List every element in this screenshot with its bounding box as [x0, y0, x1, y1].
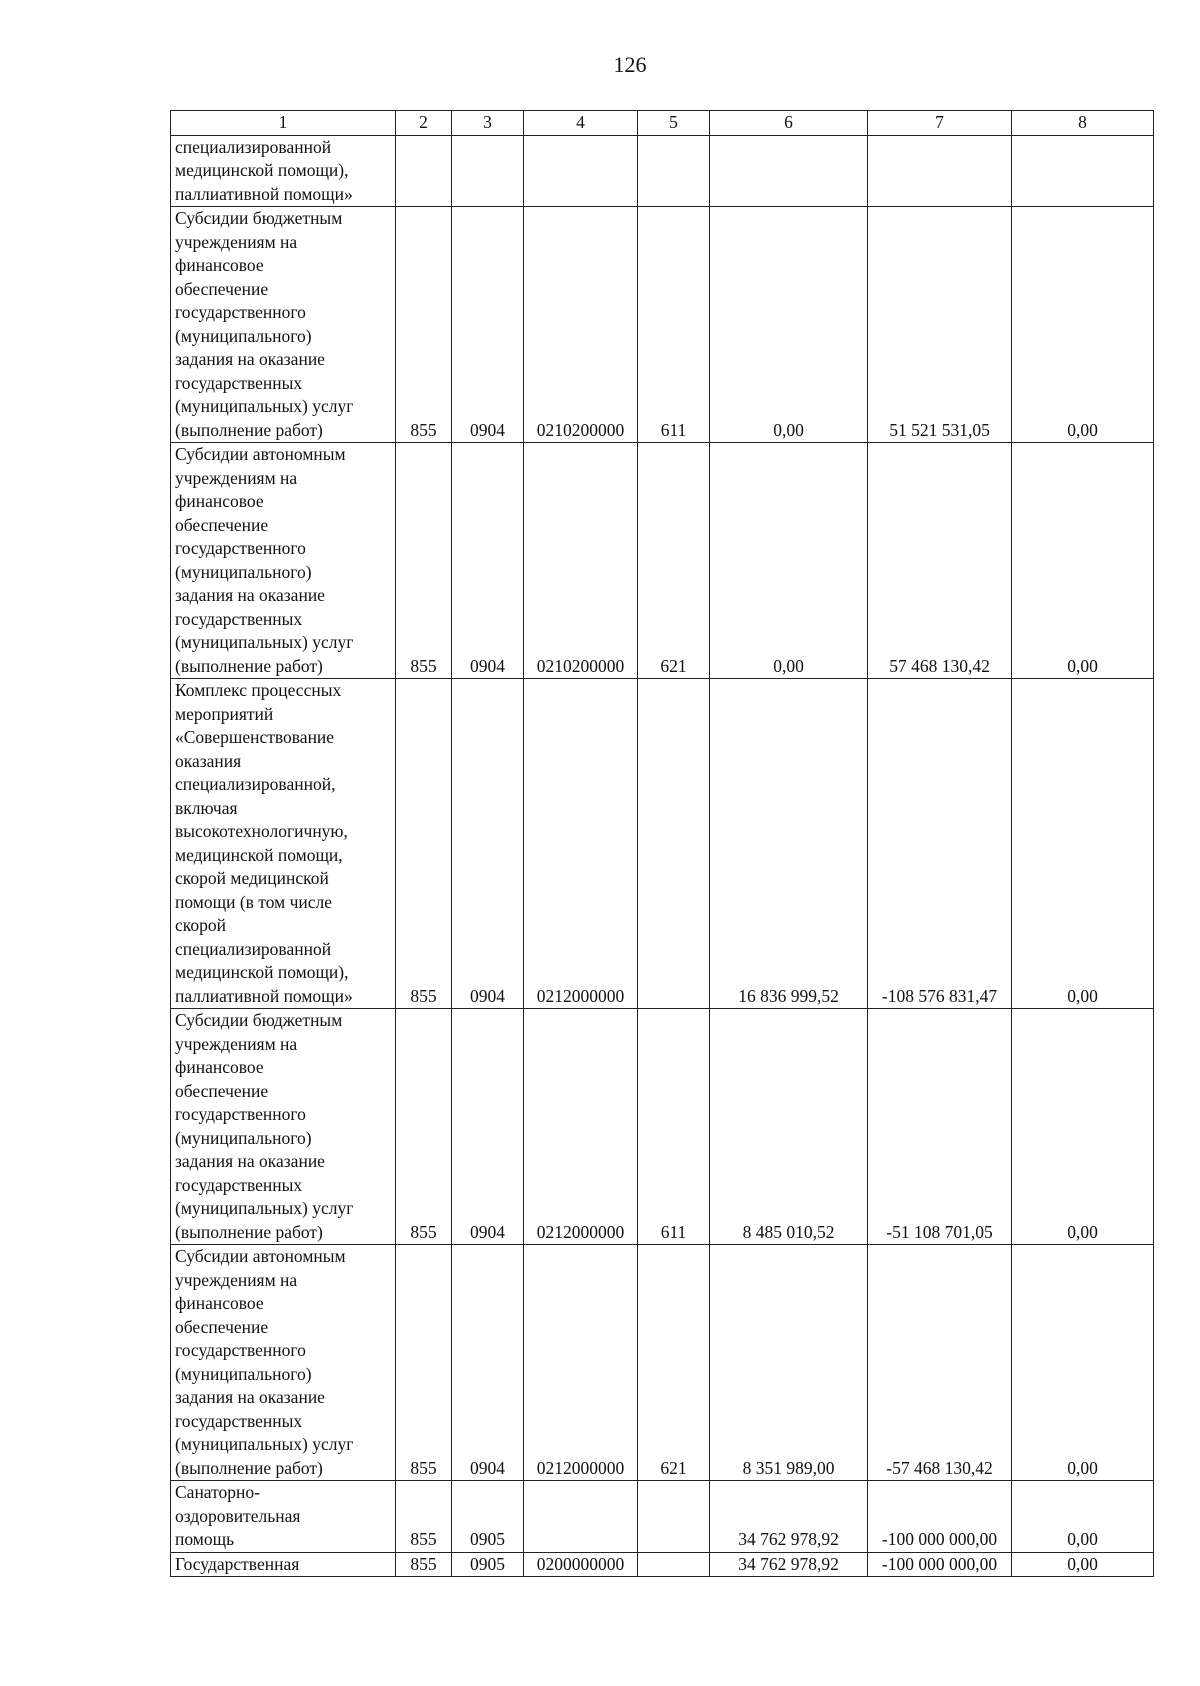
expense-type-cell: 611	[638, 1009, 710, 1245]
amount-col8-cell: 0,00	[1012, 1552, 1154, 1577]
amount-col7-cell: 51 521 531,05	[868, 207, 1012, 443]
ministry-code-cell	[396, 135, 452, 207]
row-name-cell: специализированной медицинской помощи), паллиативной помощи»	[171, 135, 396, 207]
amount-col7-cell: -100 000 000,00	[868, 1552, 1012, 1577]
ministry-code-cell: 855	[396, 443, 452, 679]
row-name-cell: Субсидии бюджетным учреждениям на финансовое обеспечение государственного (муниципального) задания на оказание государственных (муниципальных) услуг (выполнение работ)	[171, 207, 396, 443]
section-code-cell: 0904	[452, 1009, 524, 1245]
amount-col8-cell: 0,00	[1012, 1245, 1154, 1481]
table-row	[171, 679, 1154, 1009]
row-name-cell: Субсидии автономным учреждениям на финансовое обеспечение государственного (муниципального) задания на оказание государственных (муниципальных) услуг (выполнение работ)	[171, 443, 396, 679]
expense-type-cell	[638, 1552, 710, 1577]
target-article-cell: 0210200000	[524, 443, 638, 679]
ministry-code-cell: 855	[396, 207, 452, 443]
expense-type-cell: 621	[638, 1245, 710, 1481]
row-name-cell: Санаторно- оздоровительная помощь	[171, 1481, 396, 1553]
table-row	[171, 1009, 1154, 1245]
ministry-code-cell: 855	[396, 1009, 452, 1245]
row-name-cell: Субсидии бюджетным учреждениям на финансовое обеспечение государственного (муниципального) задания на оказание государственных (муниципальных) услуг (выполнение работ)	[171, 1009, 396, 1245]
table-row	[171, 207, 1154, 443]
amount-col6-cell: 34 762 978,92	[710, 1481, 868, 1553]
expense-type-cell	[638, 1481, 710, 1553]
amount-col7-cell: -51 108 701,05	[868, 1009, 1012, 1245]
page-number: 126	[613, 52, 647, 77]
amount-col8-cell: 0,00	[1012, 1481, 1154, 1553]
expense-type-cell	[638, 135, 710, 207]
amount-col6-cell: 0,00	[710, 207, 868, 443]
table-row	[171, 1481, 1154, 1553]
target-article-cell: 0212000000	[524, 679, 638, 1009]
amount-col8-cell	[1012, 135, 1154, 207]
amount-col7-cell: -57 468 130,42	[868, 1245, 1012, 1481]
expense-type-cell: 621	[638, 443, 710, 679]
amount-col6-cell: 0,00	[710, 443, 868, 679]
target-article-cell	[524, 1481, 638, 1553]
expense-type-cell	[638, 679, 710, 1009]
section-code-cell: 0904	[452, 1245, 524, 1481]
table-row	[171, 443, 1154, 679]
amount-col8-cell: 0,00	[1012, 443, 1154, 679]
amount-col6-cell: 8 485 010,52	[710, 1009, 868, 1245]
table-row	[171, 135, 1154, 207]
ministry-code-cell: 855	[396, 1552, 452, 1577]
amount-col7-cell	[868, 135, 1012, 207]
column-header: 6	[710, 111, 868, 136]
amount-col7-cell: -108 576 831,47	[868, 679, 1012, 1009]
ministry-code-cell: 855	[396, 679, 452, 1009]
row-name-cell: Субсидии автономным учреждениям на финансовое обеспечение государственного (муниципального) задания на оказание государственных (муниципальных) услуг (выполнение работ)	[171, 1245, 396, 1481]
target-article-cell: 0212000000	[524, 1009, 638, 1245]
row-name-cell: Комплекс процессных мероприятий «Совершенствование оказания специализированной, включая высокотехнологичную, медицинской помощи, скорой медицинской помощи (в том числе скорой специализированной медицинской помощи), паллиативной помощи»	[171, 679, 396, 1009]
section-code-cell	[452, 135, 524, 207]
column-header: 1	[171, 111, 396, 136]
header-row	[171, 111, 1154, 136]
table-row	[171, 1552, 1154, 1577]
ministry-code-cell: 855	[396, 1245, 452, 1481]
column-header: 7	[868, 111, 1012, 136]
column-header: 3	[452, 111, 524, 136]
target-article-cell	[524, 135, 638, 207]
amount-col6-cell: 8 351 989,00	[710, 1245, 868, 1481]
amount-col6-cell	[710, 135, 868, 207]
amount-col7-cell: -100 000 000,00	[868, 1481, 1012, 1553]
amount-col7-cell: 57 468 130,42	[868, 443, 1012, 679]
budget-table	[170, 110, 1154, 1577]
amount-col6-cell: 34 762 978,92	[710, 1552, 868, 1577]
expense-type-cell: 611	[638, 207, 710, 443]
table-row	[171, 1245, 1154, 1481]
column-header: 2	[396, 111, 452, 136]
row-name-cell: Государственная	[171, 1552, 396, 1577]
amount-col6-cell: 16 836 999,52	[710, 679, 868, 1009]
section-code-cell: 0904	[452, 207, 524, 443]
amount-col8-cell: 0,00	[1012, 679, 1154, 1009]
target-article-cell: 0210200000	[524, 207, 638, 443]
section-code-cell: 0905	[452, 1481, 524, 1553]
section-code-cell: 0904	[452, 679, 524, 1009]
amount-col8-cell: 0,00	[1012, 1009, 1154, 1245]
column-header: 4	[524, 111, 638, 136]
section-code-cell: 0904	[452, 443, 524, 679]
column-header: 8	[1012, 111, 1154, 136]
column-header: 5	[638, 111, 710, 136]
target-article-cell: 0212000000	[524, 1245, 638, 1481]
amount-col8-cell: 0,00	[1012, 207, 1154, 443]
section-code-cell: 0905	[452, 1552, 524, 1577]
ministry-code-cell: 855	[396, 1481, 452, 1553]
target-article-cell: 0200000000	[524, 1552, 638, 1577]
